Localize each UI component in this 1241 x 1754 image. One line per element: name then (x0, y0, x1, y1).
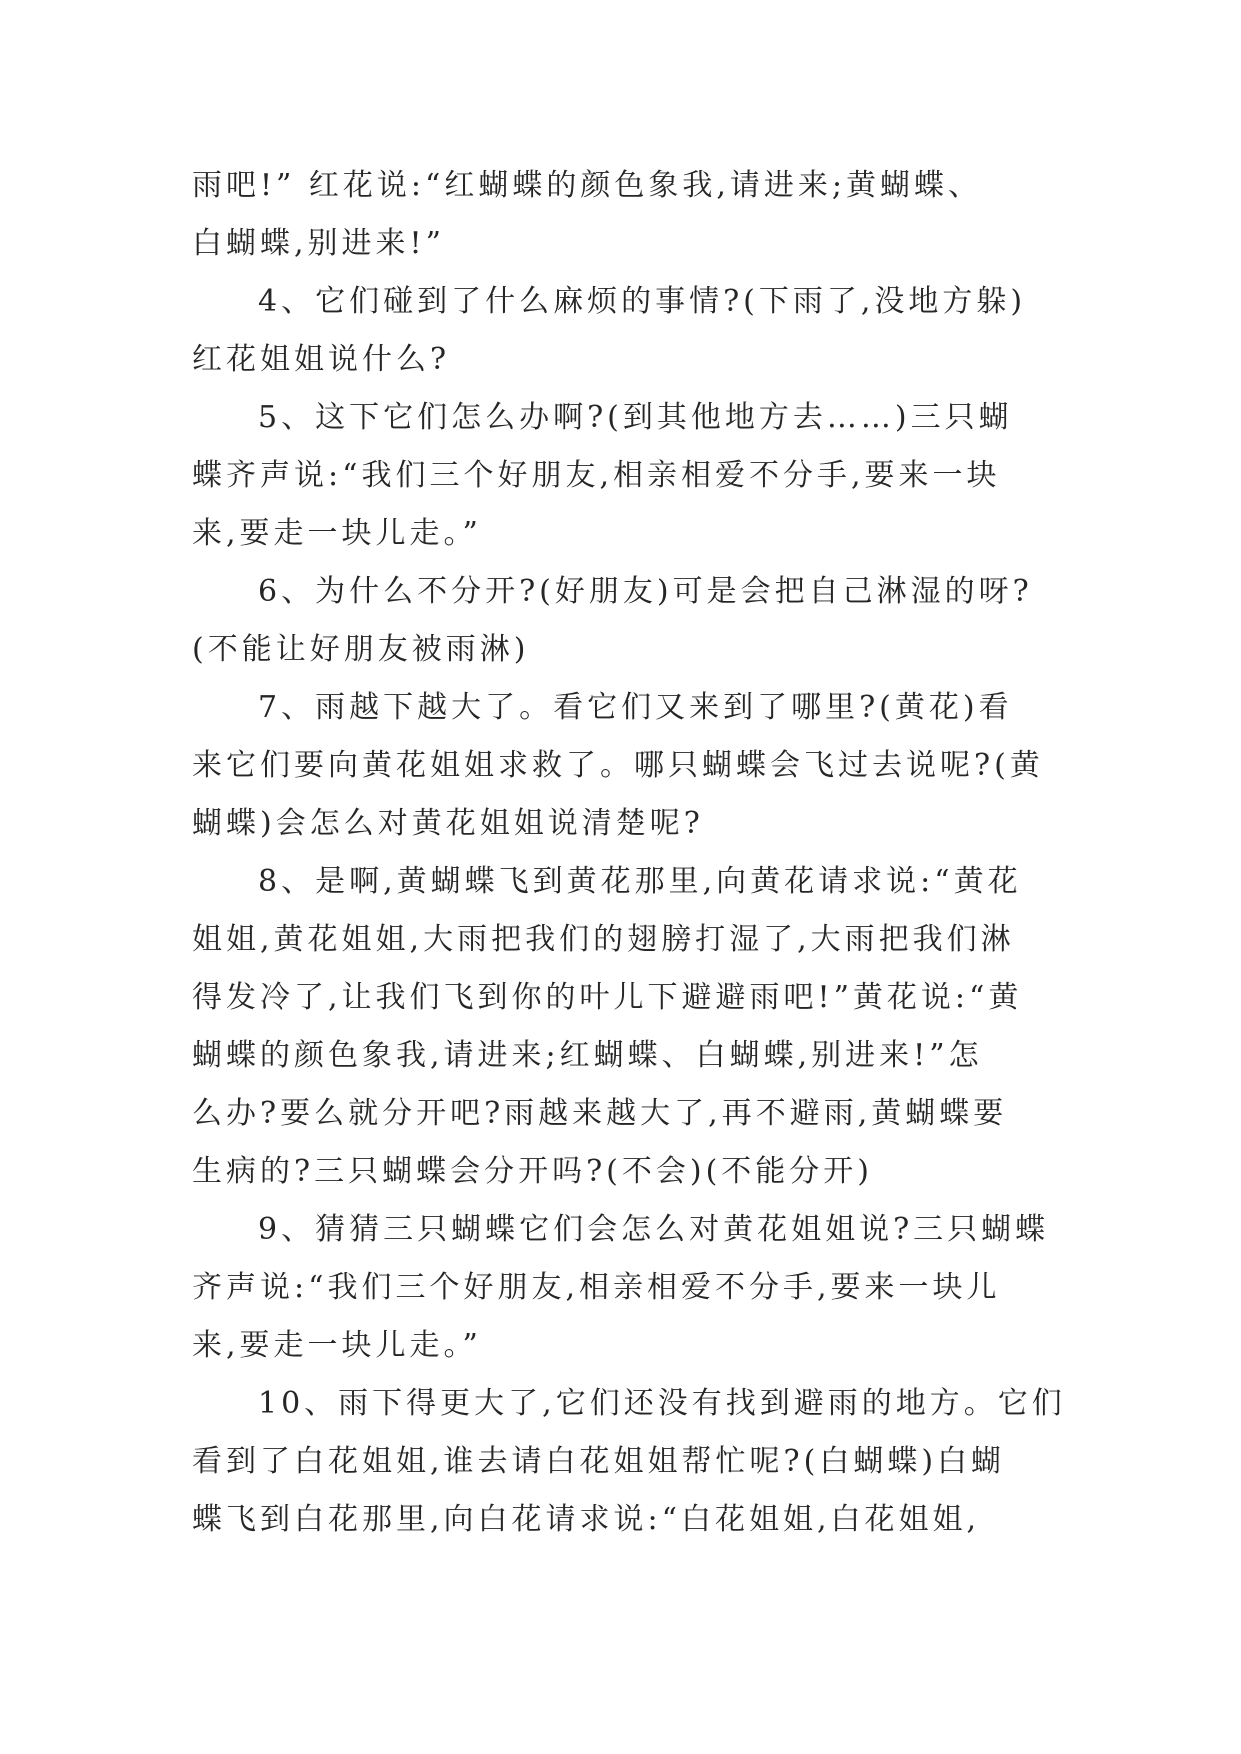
text-line: 么办?要么就分开吧?雨越来越大了,再不避雨,黄蝴蝶要 (192, 1096, 1008, 1131)
paragraph-9 (192, 1201, 1052, 1375)
text-line: 4、它们碰到了什么麻烦的事情?(下雨了,没地方躲) (258, 284, 1027, 319)
text-line: 蝶齐声说:“我们三个好朋友,相亲相爱不分手,要来一块 (192, 458, 1001, 493)
text-line: 姐姐,黄花姐姐,大雨把我们的翅膀打湿了,大雨把我们淋 (192, 922, 1015, 957)
text-line: 7、雨越下越大了。看它们又来到了哪里?(黄花)看 (258, 690, 1013, 725)
text-line: 齐声说:“我们三个好朋友,相亲相爱不分手,要来一块儿 (192, 1270, 1001, 1305)
text-line: 白蝴蝶,别进来!” (192, 226, 445, 261)
paragraph-8 (192, 853, 1052, 1201)
text-line: 蝶飞到白花那里,向白花请求说:“白花姐姐,白花姐姐, (192, 1502, 981, 1537)
text-line: 来,要走一块儿走。” (192, 516, 482, 551)
text-line: 9、猜猜三只蝴蝶它们会怎么对黄花姐姐说?三只蝴蝶 (258, 1212, 1050, 1247)
text-line: 雨吧!” 红花说:“红蝴蝶的颜色象我,请进来;黄蝴蝶、 (192, 168, 983, 203)
text-line: 6、为什么不分开?(好朋友)可是会把自己淋湿的呀? (258, 574, 1033, 609)
paragraph-5 (192, 389, 1052, 563)
text-line: 来它们要向黄花姐姐求救了。哪只蝴蝶会飞过去说呢?(黄 (192, 748, 1044, 783)
paragraph-4 (192, 273, 1052, 389)
text-line: 看到了白花姐姐,谁去请白花姐姐帮忙呢?(白蝴蝶)白蝴 (192, 1444, 1006, 1479)
paragraph-10 (192, 1375, 1066, 1549)
text-line: 5、这下它们怎么办啊?(到其他地方去……)三只蝴 (258, 400, 1013, 435)
paragraph-continuation (192, 157, 1052, 273)
document-body (192, 157, 1066, 1549)
text-line: 8、是啊,黄蝴蝶飞到黄花那里,向黄花请求说:“黄花 (258, 864, 1022, 899)
text-line: 得发冷了,让我们飞到你的叶儿下避避雨吧!”黄花说:“黄 (192, 980, 1023, 1015)
text-line: 生病的?三只蝴蝶会分开吗?(不会)(不能分开) (192, 1154, 873, 1189)
text-line: 蝴蝶)会怎么对黄花姐姐说清楚呢? (192, 806, 704, 841)
paragraph-7 (192, 679, 1052, 853)
text-line: 蝴蝶的颜色象我,请进来;红蝴蝶、白蝴蝶,别进来!”怎 (192, 1038, 983, 1073)
text-line: 来,要走一块儿走。” (192, 1328, 482, 1363)
text-line: 10、雨下得更大了,它们还没有找到避雨的地方。它们 (258, 1386, 1066, 1421)
paragraph-6 (192, 563, 1052, 679)
text-line: 红花姐姐说什么? (192, 342, 451, 377)
text-line: (不能让好朋友被雨淋) (192, 632, 530, 667)
